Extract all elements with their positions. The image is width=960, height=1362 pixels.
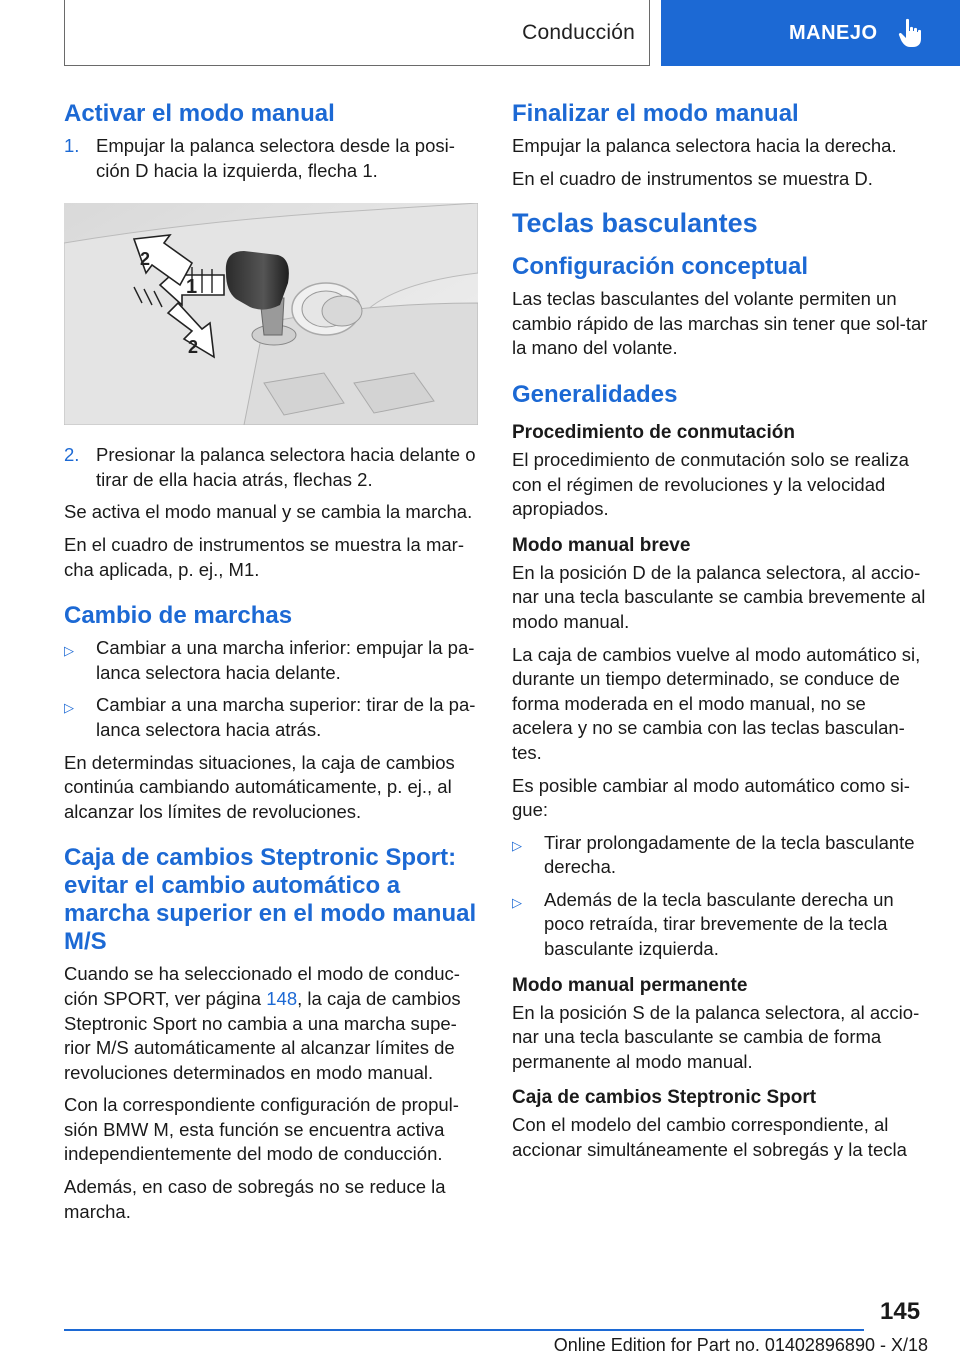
list-item xyxy=(64,134,478,183)
figure-label-2b: 2 xyxy=(188,337,199,358)
triangle-bullet-icon: ▷ xyxy=(512,837,522,853)
paragraph: En el cuadro de instrumentos se muestra D. xyxy=(512,167,873,189)
subheading-modo-manual-breve: Modo manual breve xyxy=(512,534,691,556)
paragraph: Las teclas basculantes del volante permiten un cambio rápido de las marchas sin tener que sol-tar la mano del volante. xyxy=(512,288,928,359)
paragraph: La caja de cambios vuelve al modo automático si, durante un tiempo determinado, se conduce de forma moderada en el modo manual, no se acelera y no se cambia con las teclas basculan-tes. xyxy=(512,643,921,763)
paragraph-text: , la caja de cambios Steptronic Sport no cambia a una marcha supe-rior M/S automáticamente al alcanzar límites de revoluciones determinados en modo manual. xyxy=(64,987,461,1083)
heading-cambio-de-marchas: Cambio de marchas xyxy=(64,602,293,630)
paragraph: Se activa el modo manual y se cambia la marcha. xyxy=(64,501,473,523)
heading-activar-modo-manual: Activar el modo manual xyxy=(64,100,335,127)
heading-configuracion-conceptual: Configuración conceptual xyxy=(512,253,809,281)
paragraph-with-link xyxy=(64,962,478,1085)
right-column xyxy=(512,100,928,1171)
paragraph: El procedimiento de conmutación solo se realiza con el régimen de revoluciones y la velocidad apropiados. xyxy=(512,448,909,520)
bullet-text: Cambiar a una marcha superior: tirar de la pa-lanca selectora hacia atrás. xyxy=(96,694,476,740)
selector-lever-figure xyxy=(64,203,478,425)
paragraph: Es posible cambiar al modo automático como si-gue: xyxy=(512,774,910,821)
pointing-hand-icon xyxy=(898,18,924,48)
subheading-modo-manual-permanente: Modo manual permanente xyxy=(512,974,748,996)
subheading-procedimiento: Procedimiento de conmutación xyxy=(512,421,795,443)
subheading-caja-steptronic-sport: Caja de cambios Steptronic Sport xyxy=(512,1087,817,1109)
bullet-text: Cambiar a una marcha inferior: empujar la pa-lanca selectora hacia delante. xyxy=(96,637,475,683)
section-tab xyxy=(661,0,960,66)
triangle-bullet-icon: ▷ xyxy=(64,643,74,659)
footer-edition: Online Edition for Part no. 01402896890 - X/18 xyxy=(553,1335,928,1355)
paragraph: Con el modelo del cambio correspondiente, al accionar simultáneamente el sobregás y la tecla xyxy=(512,1114,907,1161)
selector-lever-illustration xyxy=(64,203,478,425)
figure-label-1: 1 xyxy=(186,276,198,299)
heading-generalidades: Generalidades xyxy=(512,380,678,408)
chapter-tab xyxy=(64,0,650,66)
page-header xyxy=(0,0,960,66)
figure-label-2a: 2 xyxy=(140,249,151,270)
step-text: Empujar la palanca selectora desde la posi-ción D hacia la izquierda, flecha 1. xyxy=(96,135,455,181)
bullet-text: Tirar prolongadamente de la tecla basculante derecha. xyxy=(544,831,915,878)
list-item xyxy=(64,693,478,742)
paragraph: Además, en caso de sobregás no se reduce la marcha. xyxy=(64,1176,446,1222)
list-item xyxy=(512,831,928,880)
heading-teclas-basculantes: Teclas basculantes xyxy=(512,208,758,239)
paragraph: En la posición D de la palanca selectora, al accio-nar una tecla basculante se cambia brevemente al modo manual. xyxy=(512,561,926,632)
paragraph: En determindas situaciones, la caja de cambios continúa cambiando automáticamente, p. ej., al alcanzar los límites de revoluciones. xyxy=(64,751,455,822)
list-item xyxy=(64,443,478,492)
paragraph: En el cuadro de instrumentos se muestra la mar-cha aplicada, p. ej., M1. xyxy=(64,533,464,580)
page-number: 145 xyxy=(880,1298,921,1325)
step-text: Presionar la palanca selectora hacia delante o tirar de ella hacia atrás, flechas 2. xyxy=(96,444,476,490)
heading-finalizar-modo-manual: Finalizar el modo manual xyxy=(512,100,799,127)
footer-divider xyxy=(64,1329,864,1331)
paragraph: En la posición S de la palanca selectora, al accio-nar una tecla basculante se cambia de forma permanente al modo manual. xyxy=(512,1001,920,1072)
triangle-bullet-icon: ▷ xyxy=(512,894,522,910)
chapter-tab-label: Conducción xyxy=(522,20,635,44)
section-tab-label: MANEJO xyxy=(789,21,878,44)
heading-caja-steptronic-sport: Caja de cambios Steptronic Sport: evitar el cambio automático a marcha superior en el modo manual M/S xyxy=(64,844,477,956)
list-item xyxy=(64,636,478,685)
paragraph: Con la correspondiente configuración de propul-sión BMW M, esta función se encuentra activa independientemente del modo de conducción. xyxy=(64,1094,459,1165)
step-number: 2. xyxy=(64,444,80,466)
triangle-bullet-icon: ▷ xyxy=(64,700,74,716)
list-item xyxy=(512,888,928,962)
page-reference-link[interactable]: 148 xyxy=(266,987,298,1009)
bullet-text: Además de la tecla basculante derecha un poco retraída, tirar brevemente de la tecla basculante izquierda. xyxy=(544,888,894,960)
left-column xyxy=(64,100,478,1232)
paragraph-text: Cuando se ha seleccionado el modo de conduc-ción SPORT, ver página xyxy=(64,963,460,1009)
step-number: 1. xyxy=(64,135,80,156)
paragraph: Empujar la palanca selectora hacia la derecha. xyxy=(512,135,897,156)
